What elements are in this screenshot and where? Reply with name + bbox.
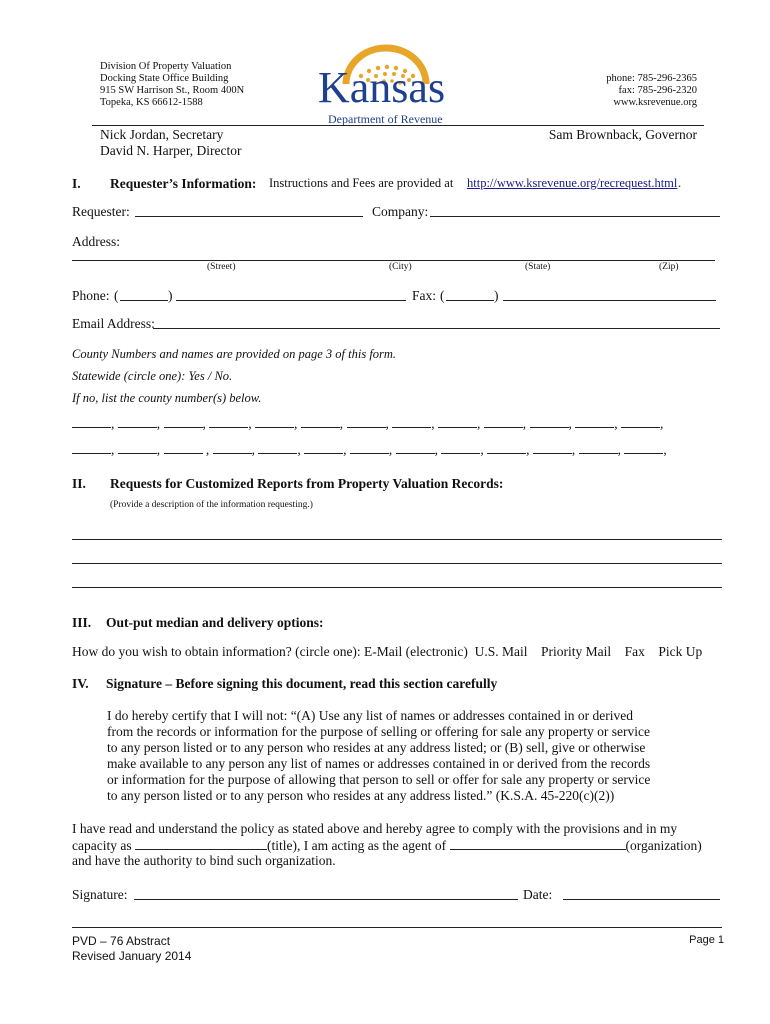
revision-date: Revised January 2014 xyxy=(72,949,192,963)
agency-address xyxy=(100,61,244,109)
signature-label: Signature: xyxy=(72,887,128,902)
description-line[interactable] xyxy=(72,539,722,540)
date-label: Date: xyxy=(523,887,553,902)
county-number-row[interactable]: , , , , , , , , , , , , , xyxy=(72,416,712,432)
section-subtitle: (Provide a description of the information requesting.) xyxy=(110,500,313,510)
phone-text: phone: 785-296-2365 xyxy=(606,73,697,84)
state-caption: (State) xyxy=(525,262,551,272)
agreement-line: I have read and understand the policy as stated above and hereby agree to comply with the provisions and in my xyxy=(72,821,678,836)
website-text: www.ksrevenue.org xyxy=(613,97,697,108)
section-title: Requester’s Information: xyxy=(110,176,257,191)
organization-label: (organization) xyxy=(625,838,702,853)
certification-line: I do hereby certify that I will not: “(A) Use any list of names or addresses contained in or derived xyxy=(107,708,633,723)
kansas-logo xyxy=(316,40,456,126)
footer-divider xyxy=(72,927,722,928)
company-field[interactable] xyxy=(430,216,720,217)
capacity-label: capacity as xyxy=(72,838,132,853)
title-field[interactable] xyxy=(135,837,267,850)
county-note: County Numbers and names are provided on page 3 of this form. xyxy=(72,347,397,361)
capacity-line xyxy=(72,837,702,854)
certification-text xyxy=(107,708,650,804)
header-divider xyxy=(92,125,704,126)
director-name: David N. Harper, Director xyxy=(100,143,242,158)
description-line[interactable] xyxy=(72,563,722,564)
section-number: III. xyxy=(72,615,92,630)
governor-name: Sam Brownback, Governor xyxy=(548,127,697,142)
section-number: I. xyxy=(72,176,81,191)
signature-field[interactable] xyxy=(134,899,518,900)
certification-line: to any person listed or to any person who resides at any address listed; or (B) sell, give or otherwise xyxy=(107,740,646,755)
fax-field[interactable] xyxy=(503,300,716,301)
instructions-link[interactable]: http://www.ksrevenue.org/recrequest.html xyxy=(467,176,678,190)
agent-text: (title), I am acting as the agent of xyxy=(266,838,447,853)
certification-line: make available to any person any list of names or addresses contained in or derived from the records xyxy=(107,756,651,771)
phone-paren-close: ) xyxy=(168,288,173,303)
logo-wordmark: Kansas xyxy=(318,63,446,112)
address-label: Address: xyxy=(72,234,120,249)
fax-paren-open: ( xyxy=(440,288,445,303)
address-line: 915 SW Harrison St., Room 400N xyxy=(100,85,245,96)
certification-line: or information for the purpose of allowing that person to sell or offer for sale any property or service xyxy=(107,772,651,787)
requester-label: Requester: xyxy=(72,204,130,219)
delivery-question[interactable]: How do you wish to obtain information? (circle one): E-Mail (electronic) U.S. Mail Priority Mail Fax Pick Up xyxy=(72,644,703,659)
section-number: II. xyxy=(72,476,86,491)
company-label: Company: xyxy=(372,204,429,219)
form-number: PVD – 76 Abstract xyxy=(72,934,171,948)
authority-line: and have the authority to bind such organization. xyxy=(72,853,336,868)
address-line: Topeka, KS 66612-1588 xyxy=(100,97,203,108)
statewide-choice: Statewide (circle one): Yes / No. xyxy=(72,369,233,383)
certification-line: from the records or information for the purpose of selling or offering for sale any property or service xyxy=(107,724,650,739)
phone-paren-open: ( xyxy=(114,288,119,303)
page-number: Page 1 xyxy=(689,934,724,946)
organization-field[interactable] xyxy=(450,837,626,850)
requester-field[interactable] xyxy=(135,216,363,217)
zip-caption: (Zip) xyxy=(659,262,679,272)
address-line: Division Of Property Valuation xyxy=(100,61,232,72)
address-line: Docking State Office Building xyxy=(100,73,229,84)
section-title: Out-put median and delivery options: xyxy=(106,615,324,630)
fax-paren-close: ) xyxy=(494,288,499,303)
description-line[interactable] xyxy=(72,587,722,588)
street-caption: (Street) xyxy=(207,262,236,272)
logo-subtitle: Department of Revenue xyxy=(328,112,443,126)
officials-left xyxy=(100,127,242,159)
period: . xyxy=(678,176,682,190)
email-label: Email Address: xyxy=(72,316,155,331)
certification-line: to any person listed or to any person who resides at any address listed.” (K.S.A. 45-220(c)(2)) xyxy=(107,788,615,803)
phone-field[interactable] xyxy=(176,300,406,301)
date-field[interactable] xyxy=(563,899,720,900)
section-title: Signature – Before signing this document, read this section carefully xyxy=(106,676,498,691)
county-number-row[interactable]: , , , , , , , , , , , , , xyxy=(72,442,712,458)
phone-area-field[interactable] xyxy=(120,300,168,301)
email-field[interactable] xyxy=(153,328,720,329)
section-title: Requests for Customized Reports from Property Valuation Records: xyxy=(110,476,504,491)
address-field[interactable] xyxy=(72,260,715,261)
section-number: IV. xyxy=(72,676,89,691)
city-caption: (City) xyxy=(389,262,412,272)
fax-label: Fax: xyxy=(412,288,437,303)
form-id xyxy=(72,934,191,964)
fax-text: fax: 785-296-2320 xyxy=(618,85,697,96)
instructions-text: Instructions and Fees are provided at xyxy=(269,176,454,190)
secretary-name: Nick Jordan, Secretary xyxy=(100,127,224,142)
agency-contact xyxy=(560,73,697,109)
phone-label: Phone: xyxy=(72,288,110,303)
county-instruction: If no, list the county number(s) below. xyxy=(72,391,262,405)
fax-area-field[interactable] xyxy=(446,300,494,301)
